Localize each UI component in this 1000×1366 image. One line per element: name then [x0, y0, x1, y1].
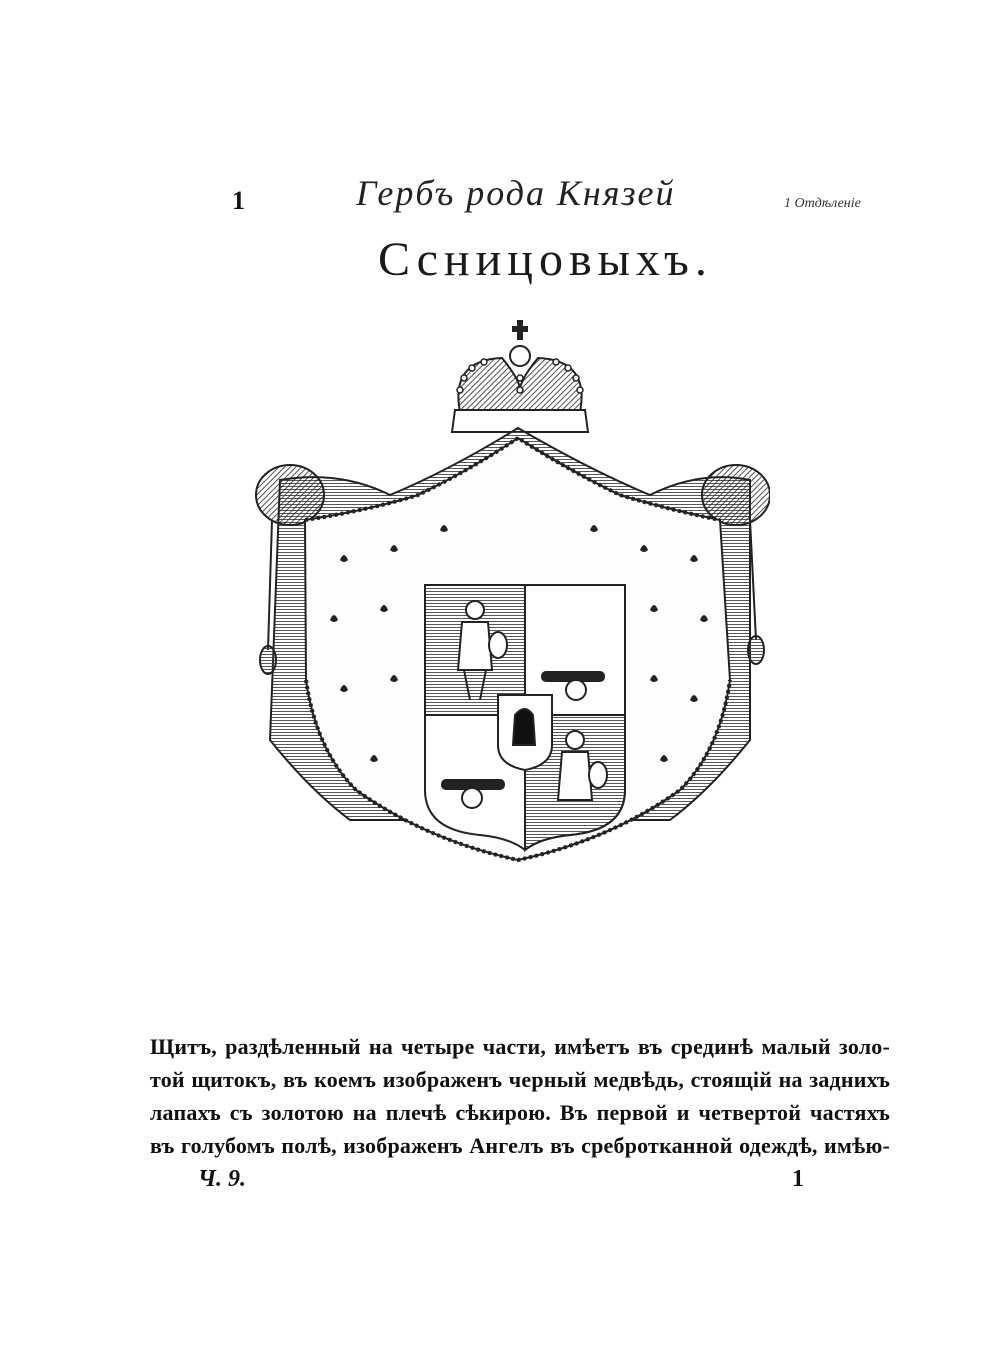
- coat-of-arms-illustration: [250, 320, 770, 900]
- heading-line1: Гербъ рода Князей: [356, 173, 676, 213]
- page-number-left: 1: [232, 186, 245, 215]
- crown-icon: [452, 320, 588, 432]
- description-line: лапахъ съ золотою на плечѣ сѣкирою. Въ первой и четвертой частяхъ: [150, 1100, 890, 1125]
- heading-line2: Ссницовыхъ.: [378, 233, 713, 286]
- description-text: [150, 1030, 890, 1162]
- description-line: Щитъ, раздѣленный на четыре части, имѣетъ въ срединѣ малый золо-: [150, 1034, 890, 1059]
- footer-page-number: 1: [792, 1166, 804, 1192]
- heraldic-shield: [425, 585, 625, 850]
- description-line: въ голубомъ полѣ, изображенъ Ангелъ въ сребротканной одеждѣ, имѣю-: [150, 1133, 890, 1158]
- footer-signature: Ч. 9.: [198, 1166, 246, 1192]
- section-note: 1 Отдѣленіе: [784, 196, 861, 211]
- description-line: той щитокъ, въ коемъ изображенъ черный медвѣдь, стоящій на заднихъ: [150, 1067, 890, 1092]
